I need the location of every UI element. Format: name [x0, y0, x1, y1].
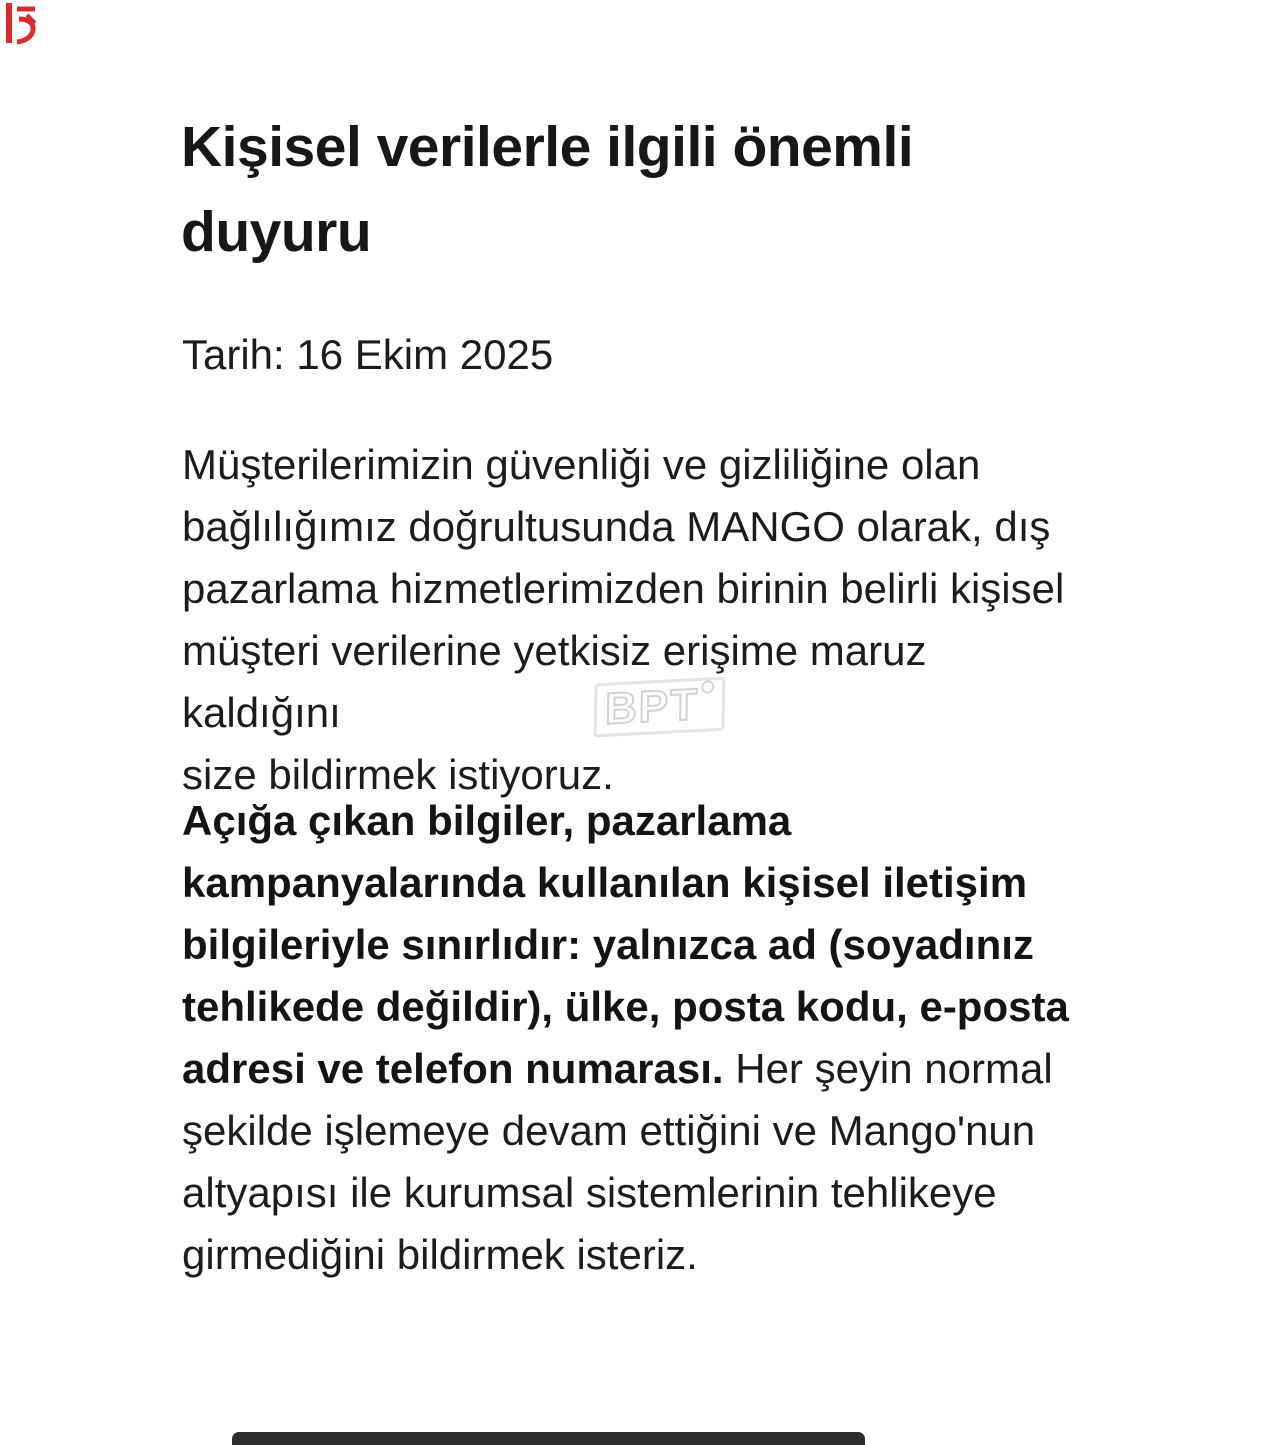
registered-mark-icon	[701, 680, 714, 694]
paragraph-details	[182, 790, 1092, 1286]
paragraph-intro-line: bağlılığımız doğrultusunda MANGO olarak, dış	[182, 503, 1051, 550]
paragraph-intro-line: pazarlama hizmetlerimizden birinin belirli kişisel	[182, 565, 1065, 612]
paragraph-details-regular-line: girmediğini bildirmek isteriz.	[182, 1231, 698, 1278]
paragraph-details-bold-line: kampanyalarında kullanılan kişisel iletişim	[182, 859, 1028, 906]
paragraph-details-bold-line: Açığa çıkan bilgiler, pazarlama	[182, 797, 792, 844]
red-stamp-icon	[5, 3, 37, 45]
page-title-line-2: duyuru	[181, 200, 372, 264]
paragraph-intro-line: müşteri verilerine yetkisiz erişime maruz kaldığını	[182, 627, 939, 736]
page-title-line-1: Kişisel verilerle ilgili önemli	[181, 115, 914, 179]
bottom-dark-bar	[232, 1432, 865, 1445]
bpt-watermark-text: BPT	[604, 679, 700, 734]
paragraph-details-bold-line: tehlikede değildir), ülke, posta kodu, e-posta	[182, 983, 1069, 1030]
date-line: Tarih: 16 Ekim 2025	[182, 331, 554, 378]
paragraph-intro-line: size bildirmek istiyoruz.	[182, 751, 614, 798]
paragraph-details-regular-line: altyapısı ile kurumsal sistemlerinin tehlikeye	[182, 1169, 997, 1216]
mixed-line-regular-run: Her şeyin normal	[723, 1045, 1053, 1092]
paragraph-intro	[182, 434, 1092, 806]
bpt-watermark	[594, 677, 726, 738]
paragraph-details-bold-line: bilgileriyle sınırlıdır: yalnızca ad (soyadınız	[182, 921, 1034, 968]
paragraph-intro-line: Müşterilerimizin güvenliği ve gizliliğine olan	[182, 441, 981, 488]
paragraph-details-regular-line: şekilde işlemeye devam ettiğini ve Mango'nun	[182, 1107, 1036, 1154]
paragraph-details-mixed-line	[182, 1038, 1092, 1100]
page-title	[181, 105, 1101, 275]
mixed-line-bold-run: adresi ve telefon numarası.	[182, 1045, 724, 1092]
